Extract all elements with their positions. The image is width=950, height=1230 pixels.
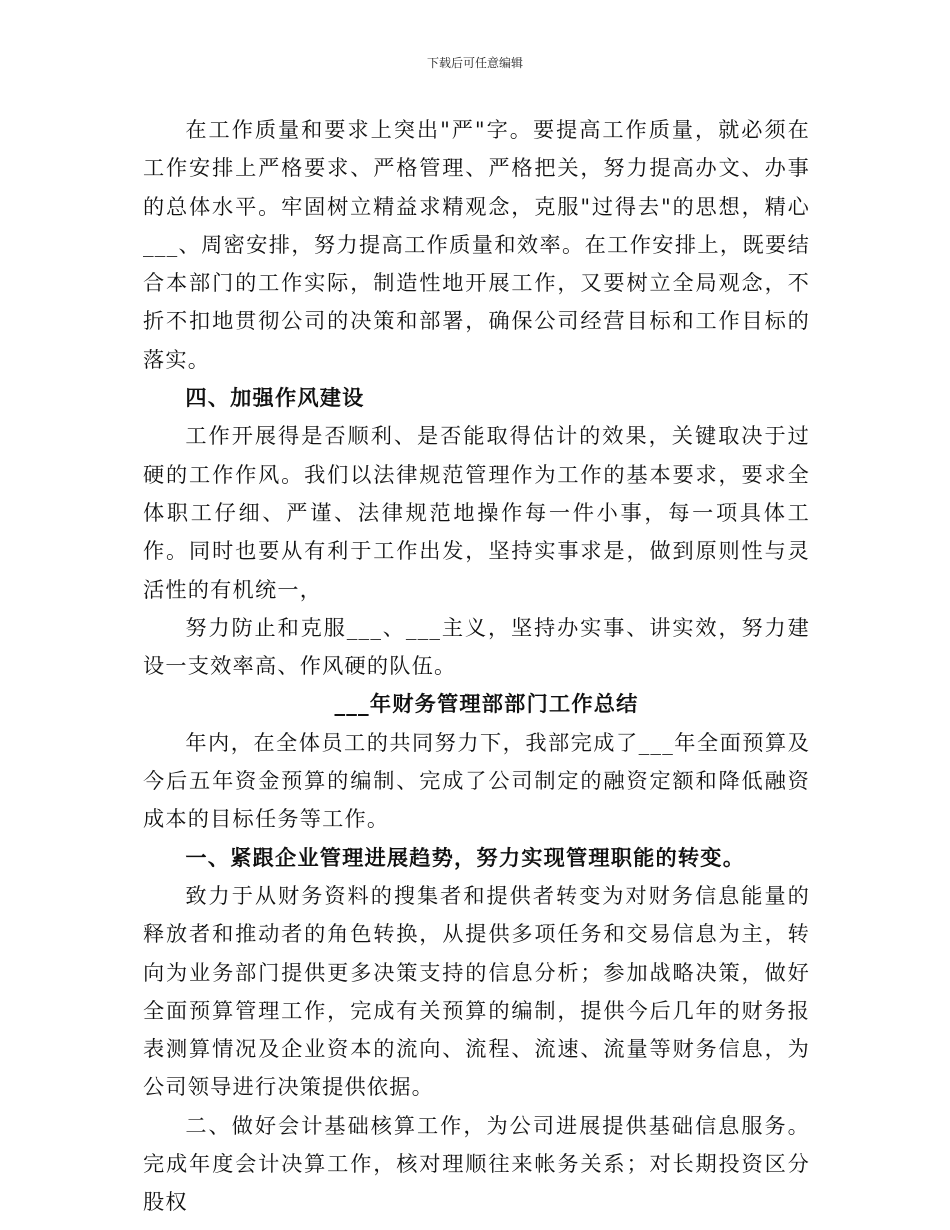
- paragraph-accounting-basics: 二、做好会计基础核算工作，为公司进展提供基础信息服务。完成年度会计决算工作，核对理顺往来帐务关系；对长期投资区分股权: [143, 1112, 810, 1215]
- paragraph-role-transformation: 致力于从财务资料的搜集者和提供者转变为对财务信息能量的释放者和推动者的角色转换，从提供多项任务和交易信息为主，转向为业务部门提供更多决策支持的信息分析；参加战略决策，做好全面预算管理工作，完成有关预算的编制，提供今后几年的财务报表测算情况及企业资本的流向、流程、流速、流量等财务信息，为公司领导进行决策提供依据。: [143, 882, 810, 1100]
- section-heading-management-trend: 一、紧跟企业管理进展趋势，努力实现管理职能的转变。: [185, 844, 746, 870]
- document-title: ___年财务管理部部门工作总结: [334, 691, 639, 717]
- document-body: [143, 111, 810, 1222]
- paragraph-work-quality: 在工作质量和要求上突出"严"字。要提高工作质量，就必须在工作安排上严格要求、严格管理、严格把关，努力提高办文、办事的总体水平。牢固树立精益求精观念，克服"过得去"的思想，精心___、周密安排，努力提高工作质量和效率。在工作安排上，既要结合本部门的工作实际，制造性地开展工作，又要树立全局观念，不折不扣地贯彻公司的决策和部署，确保公司经营目标和工作目标的落实。: [143, 117, 810, 372]
- page-header-note: 下载后可任意编辑: [426, 56, 523, 70]
- paragraph-team-building: 努力防止和克服___、___主义，坚持办实事、讲实效，努力建设一支效率高、作风硬的队伍。: [143, 614, 810, 679]
- paragraph-intro: 年内，在全体员工的共同努力下，我部完成了___年全面预算及今后五年资金预算的编制、完成了公司制定的融资定额和降低融资成本的目标任务等工作。: [143, 729, 810, 832]
- section-heading-work-style: 四、加强作风建设: [185, 385, 365, 411]
- paragraph-work-style: 工作开展得是否顺利、是否能取得估计的效果，关键取决于过硬的工作作风。我们以法律规范管理作为工作的基本要求，要求全体职工仔细、严谨、法律规范地操作每一件小事，每一项具体工作。同时也要从有利于工作出发，坚持实事求是，做到原则性与灵活性的有机统一，: [143, 423, 810, 602]
